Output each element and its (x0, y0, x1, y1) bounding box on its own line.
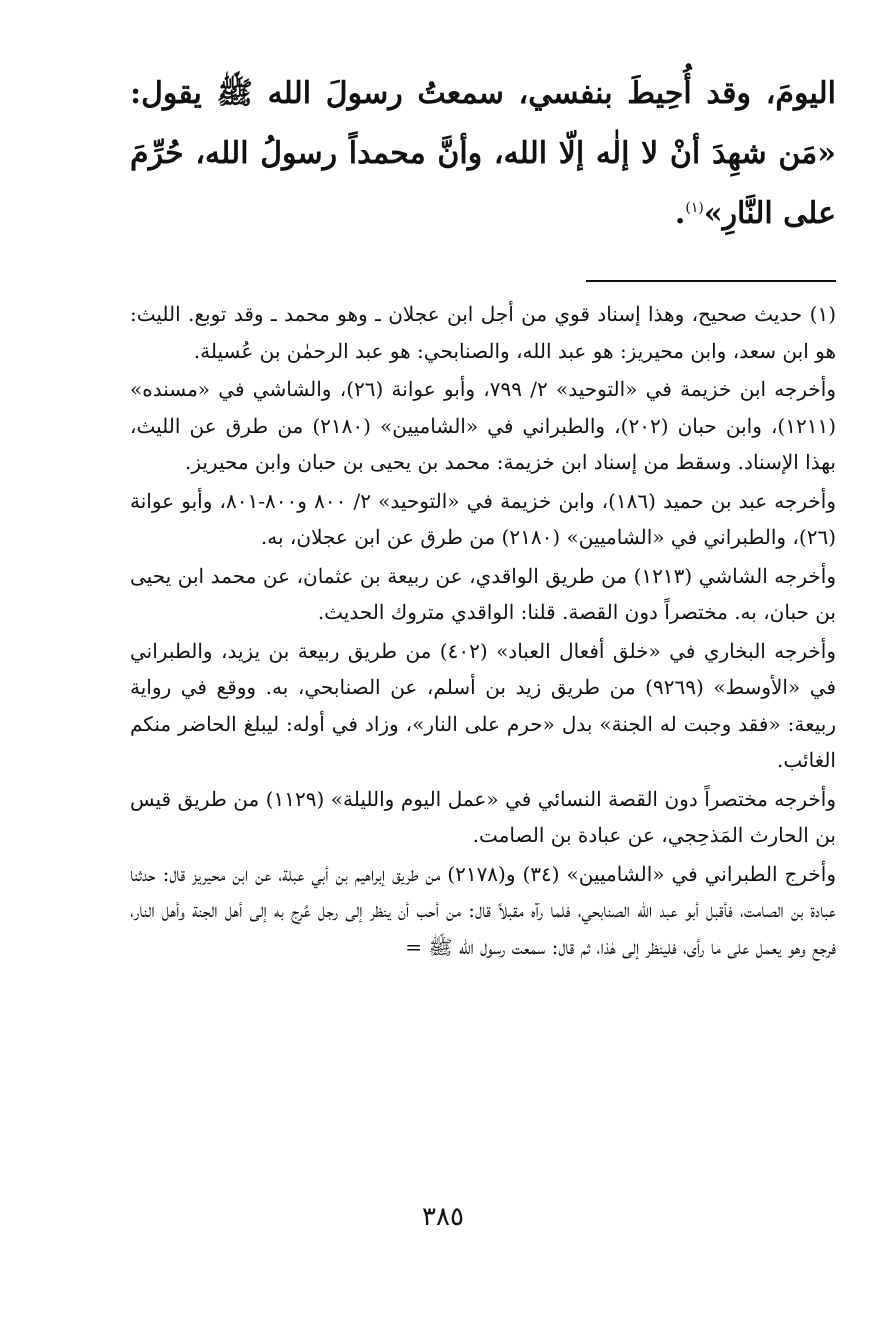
footnote-paragraph: وأخرجه عبد بن حميد (١٨٦)، وابن خزيمة في «التوحيد» ٢/ ٨٠٠ و٨٠٠-٨٠١، وأبو عوانة (٢٦)، والطبراني في «الشاميين» (٢١٨٠) من طرق عن ابن عجلان، به. (130, 488, 837, 549)
footnote-paragraph: وأخرجه الشاشي (١٢١٣) من طريق الواقدي، عن ربيعة بن عثمان، عن محمد ابن يحيى بن حبان، به. مختصراً دون القصة. قلنا: الواقدي متروك الحديث. (130, 563, 837, 624)
footnote-separator (586, 280, 836, 282)
footnote-paragraph: وأخرجه البخاري في «خلق أفعال العباد» (٤٠٢) من طريق ربيعة بن يزيد، والطبراني في «الأوسط» (٩٢٦٩) من طريق زيد بن أسلم، عن الصنابحي، به. ووقع في رواية ربيعة: «فقد وجبت له الجنة» بدل «حرم على النار»، وزاد في أوله: ليبلغ الحاضر منكم الغائب. (130, 638, 836, 772)
main-text-paragraph (130, 64, 836, 244)
main-text-body: اليومَ، وقد أُحِيطَ بنفسي، سمعتُ رسولَ الله ﷺ يقول: «مَن شهِدَ أنْ لا إلٰه إلّا الله، وأنَّ محمداً رسولُ الله، حُرِّمَ على النَّارِ» (130, 76, 836, 231)
footnote-paragraph: وأخرجه مختصراً دون القصة النسائي في «عمل اليوم والليلة» (١١٢٩) من طريق قيس بن الحارث المَذحِجي، عن عبادة بن الصامت. (130, 786, 837, 847)
footnote-paragraph: وأخرجه ابن خزيمة في «التوحيد» ٢/ ٧٩٩، وأبو عوانة (٢٦)، والشاشي في «مسنده» (١٢١١)، وابن حبان (٢٠٢)، والطبراني في «الشاميين» (٢١٨٠) من طرق عن الليث، بهذا الإسناد. وسقط من إسناد ابن خزيمة: محمد بن يحيى بن حبان وابن محيريز. (130, 377, 836, 474)
footnotes-section (130, 296, 836, 967)
main-text-end: . (674, 196, 686, 231)
footnote-paragraph: (١) حديث صحيح، وهذا إسناد قوي من أجل ابن عجلان ـ وهو محمد ـ وقد توبع. الليث: هو ابن سعد، وابن محيريز: هو عبد الله، والصنابحي: هو عبد الرحمٰن بن عُسيلة. (130, 302, 836, 363)
footnote-reference: (١) (685, 200, 704, 216)
page-number: ٣٨٥ (422, 1202, 464, 1232)
footnote-paragraph: وأخرج الطبراني في «الشاميين» (٣٤) و(٢١٧٨) من طريق إبراهيم بن أبي عبلة، عن ابن محيريز قال: حدثنا عبادة بن الصامت، فأقبل أبو عبد الله الصنابحي، فلما رآه مقبلاً قال: من أحب أن ينظر إلى رجل عُرِج به إلى أهل الجنة وأهل النار، فرجع وهو يعمل على ما رأى، فلينظر إلى هٰذا، ثم قال: سمعت رسول الله ﷺ = (130, 861, 837, 959)
